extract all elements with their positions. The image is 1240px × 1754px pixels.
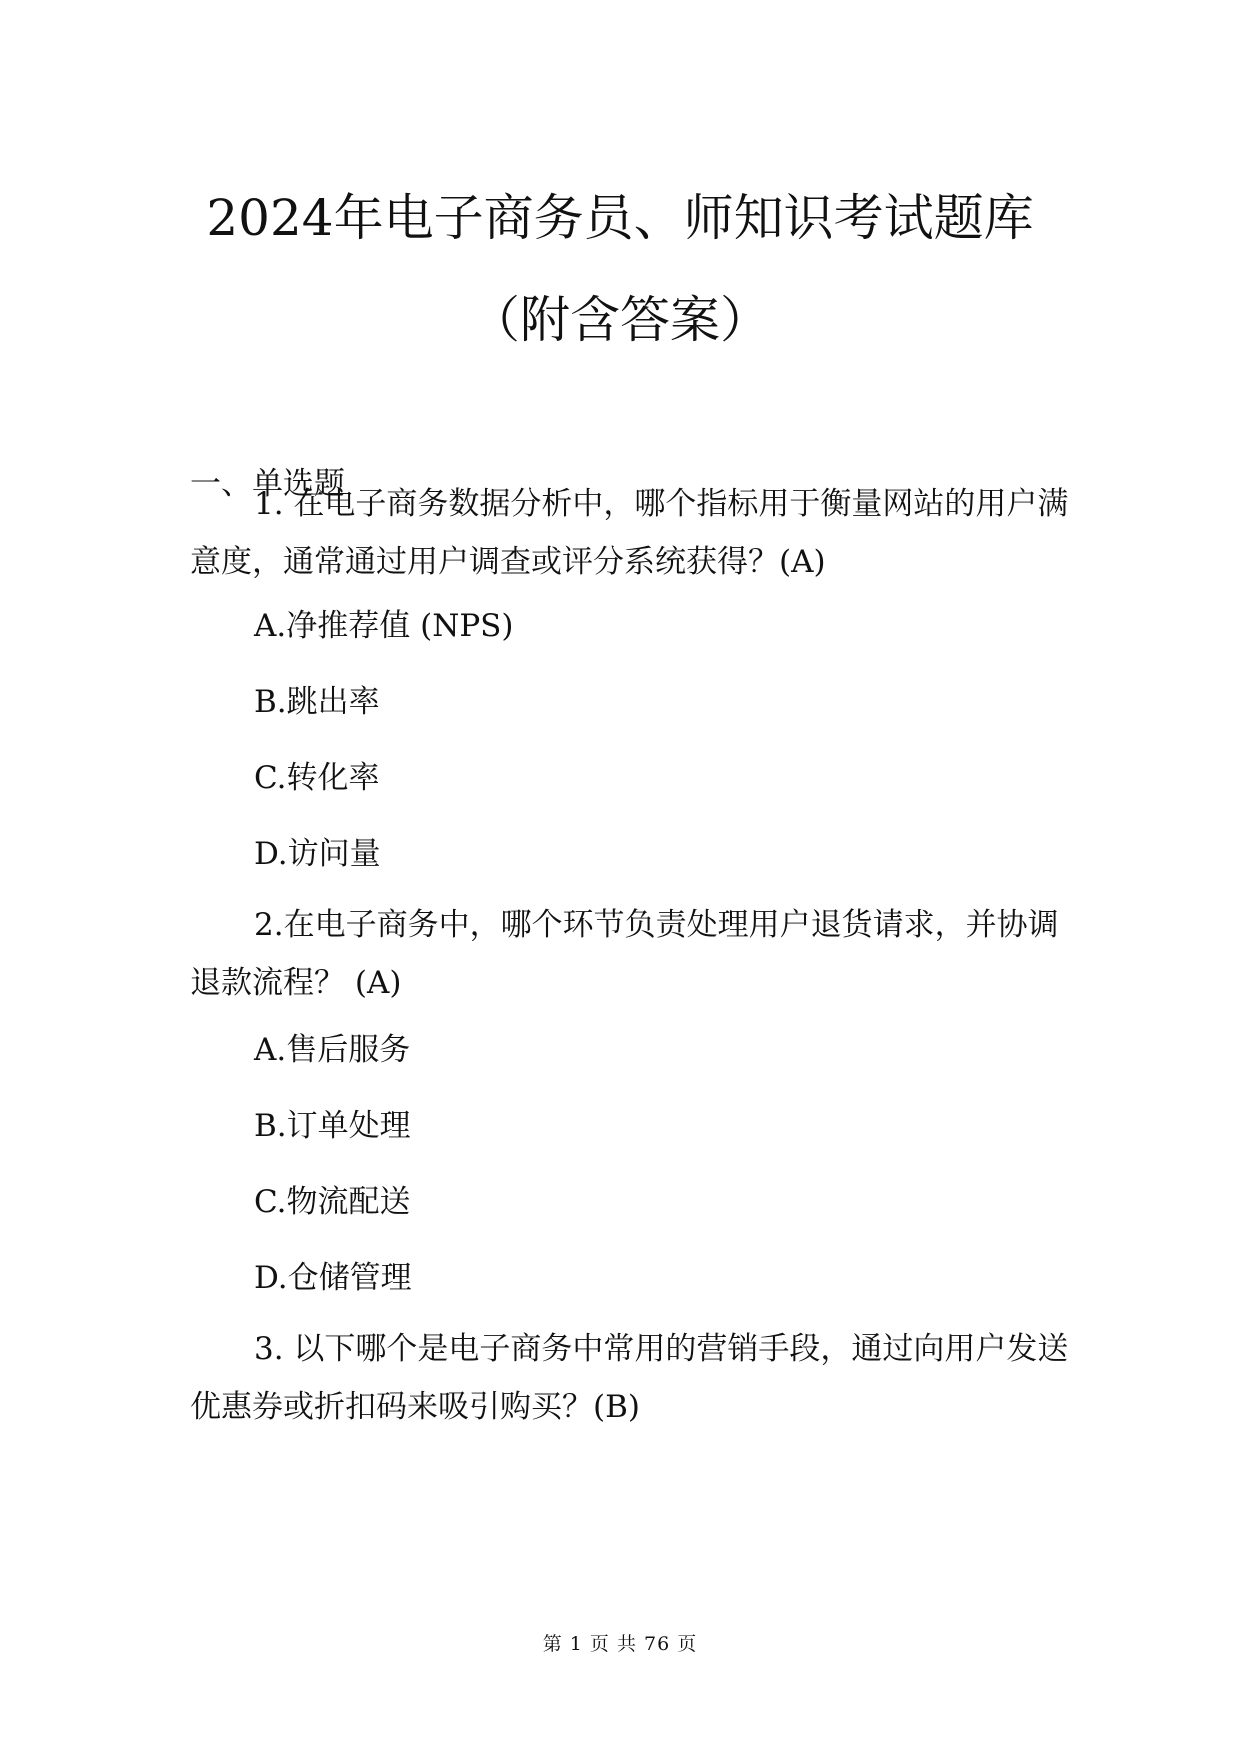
page-footer: 第 1 页 共 76 页	[542, 1633, 698, 1655]
question-1	[190, 475, 1070, 591]
question-3-text: 3. 以下哪个是电子商务中常用的营销手段，通过向用户发送优惠券或折扣码来吸引购买？(B)	[190, 1331, 1069, 1425]
question-2-option-a: A.售后服务	[254, 1032, 411, 1068]
question-1-option-c: C.转化率	[254, 760, 380, 796]
document-title-line-2: （附含答案）	[470, 291, 770, 349]
question-2-text: 2.在电子商务中，哪个环节负责处理用户退货请求，并协调退款流程？ (A)	[190, 907, 1059, 1001]
question-3	[190, 1320, 1070, 1436]
question-1-option-d: D.访问量	[254, 836, 381, 872]
question-2-option-c: C.物流配送	[254, 1184, 411, 1220]
question-2-option-b: B.订单处理	[254, 1108, 411, 1144]
section-heading: 一、单选题	[190, 466, 345, 502]
question-1-option-b: B.跳出率	[254, 684, 380, 720]
question-2	[190, 896, 1070, 1012]
question-1-option-a: A.净推荐值 (NPS)	[254, 608, 514, 644]
question-2-option-d: D.仓储管理	[254, 1260, 412, 1296]
question-1-text: 1. 在电子商务数据分析中，哪个指标用于衡量网站的用户满意度，通常通过用户调查或评分系统获得？(A)	[190, 486, 1069, 580]
document-title-line-1: 2024年电子商务员、师知识考试题库	[206, 189, 1034, 247]
